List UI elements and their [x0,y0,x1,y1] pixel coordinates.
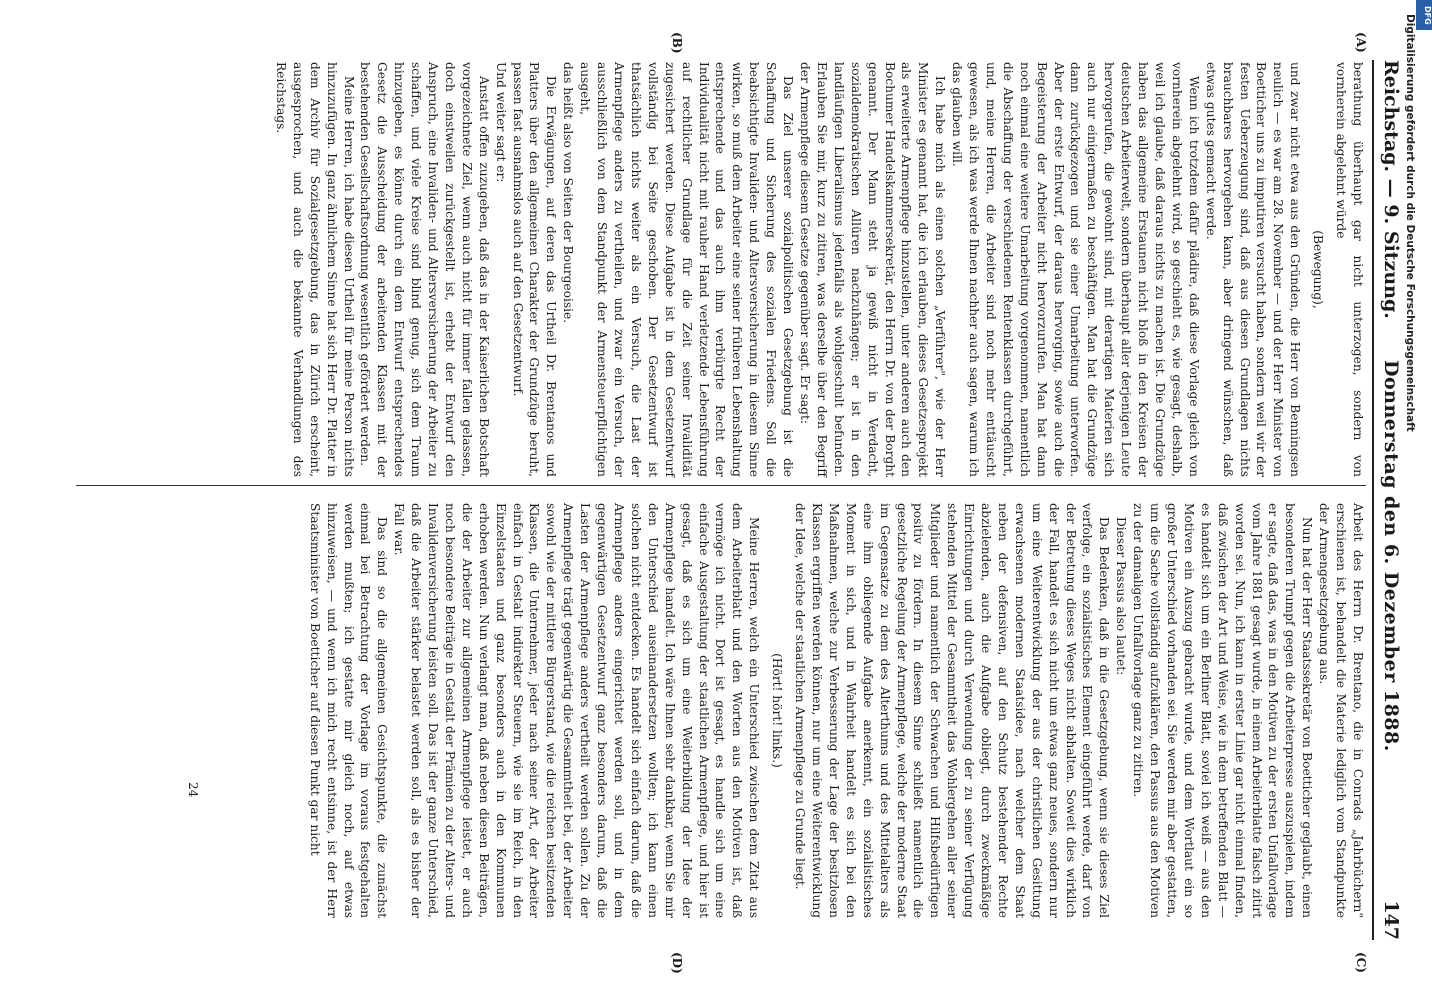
header-page-number: 147 [1380,900,1402,940]
paragraph: Das Ziel unserer sozialpolitischen Gesetzgebung ist die Schaffung und Sicherung des sozialen Friedens. Soll die beabsichtigte Invaliden- und Altersversicherung in diesem Sinne wirken, so muß dem Arbeiter eine seiner früheren Lebenshaltung entsprechende und das auch ihm verbürgte Recht der Individualität nicht mit rauher Hand verletzende Lebensführung auf rechtlicher Grundlage für die Zeit seiner Invalidität zugesichert werden. Diese Aufgabe ist in dem Gesetzentwurf vollständig bei Seite geschoben. Der Gesetzentwurf ist thatsächlich nichts weiter als ein Versuch, die Last der Armenpflege anders zu vertheilen, und zwar ein Versuch, der ausschließlich von dem Standpunkt der Armensteuerpflichtigen ausgeht, [578,62,796,477]
paragraph: Meine Herren, welch ein Unterschied zwischen dem Zitat aus dem Arbeiterblatt und den Worten aus den Motiven ist, daß vermöge ich nicht. Dort ist gesagt, es handle sich um eine einfache Ausgestaltung der staatlichen Armenpflege, und hier ist gesagt, daß es sich um eine Weiterbildung der Idee der Armenpflege handelt. Ich wäre Ihnen sehr dankbar, wenn Sie mir den Unterschied auseinandersetzen wollten; ich kann einen solchen nicht entdecken. Es handelt sich einfach darum, daß die Armenpflege anders eingerichtet werden soll, und in dem gegenwärtigen Gesetzentwurf ganz besonders darum, daß die Lasten der Armenpflege anders vertheilt werden sollen. Zu der Armenpflege trägt gegenwärtig die Gesammtheit bei, der Arbeiter sowohl wie der mittlere Bürgerstand, wie die reichen besitzenden Klassen, die Unternehmer, jeder nach seiner Art, der Arbeiter einfach in Gestalt indirekter Steuern, wie sie im Reich, in den Einzelstaaten und ganz besonders auch in den Kommunen erhoben werden. Nun verlangt man, daß neben diesen Beiträgen, die der Arbeiter zur allgemeinen Armenpflege leistet, er auch noch besondere Beiträge in Gestalt der Prämien zu der Alters- und Invalidenversicherung leisten soll. Das ist der ganze Unterschied, daß die Arbeiter stärker belastet werden soll, als es bisher der Fall war. [392,503,762,918]
header-session: Reichstag. — 9. Sitzung. [1380,60,1402,319]
paragraph: (Bewegung), [1311,230,1326,309]
paragraph: Nun hat der Herr Staatssekretär von Boetticher geglaubt, einen besonderen Trumpf gegen die Arbeiterpresse auszuspielen, indem er sagte, daß das, was in den Motiven zu der ersten Unfallvorlage vom Jahre 1881 gesagt wurde, in einem Arbeiterblatte falsch zitirt worden sei. Nun, ich kann in erster Linie gar nicht einmal finden, daß zwischen der Art und Weise, wie in dem betreffenden Blatt — es handelt sich um ein Berliner Blatt, soviel ich weiß — aus den Motiven ein Auszug gebracht wurde, und dem Wortlaut ein so großer Unterschied vorhanden sei. Sie werden mir aber gestatten, um die Sache vollständig aufzuklären, den Passus aus den Motiven zu der damaligen Unfallvorlage ganz zu zitiren. [1131,503,1315,918]
column-divider [76,485,1366,486]
paragraph: (Hört! hört! links.) [770,653,785,768]
margin-marker-a: (A) [1354,32,1368,53]
paragraph: Und weiter sagt er: [493,62,508,183]
digitization-credit: Digitalisierung gefördert durch die Deutsche Forschungsgemeinschaft [1404,14,1416,432]
paragraph: Das Bedenken, daß in die Gesetzgebung, wenn sie dieses Ziel verfolge, ein sozialistisches Element eingeführt werde, darf von der Betretung dieses Weges nicht abhalten. Soweit dies wirklich der Fall, handelt es sich nicht um etwas ganz neues, sondern nur um eine Weiterentwicklung der aus der christlichen Gesittung erwachsenen modernen Staatsidee, nach welcher dem Staat neben der defensiven, auf den Schutz bestehender Rechte abzielenden, auch die Aufgabe obliegt, durch zweckmäßige Einrichtungen und durch Verwendung der zu seiner Verfügung stehenden Mittel der Gesammtheit das Wohlergehen aller seiner Mitglieder und namentlich der Schwachen und Hilfsbedürftigen positiv zu fördern. In diesem Sinne schließt namentlich die gesetzliche Regelung der Armenpflege, welche der moderne Staat im Gegensatze zu dem des Alterthums und des Mittelalters als eine ihm obliegende Aufgabe anerkennt, ein sozialistisches Moment in sich, und in Wahrheit handelt es sich bei den Maßnahmen, welche zur Verbesserung der Lage der besitzlosen Klassen ergriffen werden können, nur um eine Weiterentwicklung der Idee, welche der staatlichen Armenpflege zu Grunde liegt. [793,503,1112,918]
paragraph: Arbeit des Herrn Dr. Brentano, die in Conrads „Jahrbüchern" erschienen ist, behandelt die Materie lediglich vom Standpunkte der Armengesetzgebung aus. [1317,503,1365,918]
paragraph: Die Erwägungen, auf deren das Urtheil Dr. Brentanos und Platters über den allgemeinen Charakter der Grundzüge beruht, passen fast ausnahmslos auch auf den Gesetzentwurf. [510,62,559,477]
margin-marker-d: (D) [670,952,684,974]
text-column-right [76,503,1366,918]
paragraph: berathung überhaupt gar nicht unterzogen, sondern von vornherein abgelehnt würde [1334,62,1365,477]
paragraph: und zwar nicht etwa aus den Gründen, die Herr von Benningsen neulich — es war am 28. November — und der Herr Minister von Boetticher uns zu imputiren versucht haben, sondern weil wir der festen Ueberzeugung sind, daß aus diesen Grundlagen nichts brauchbares hervorgehen kann, aber dringend wünschen, daß etwas gutes gemacht werde. [1203,62,1303,477]
paragraph: Meine Herren, ich habe diesen Urtheil für meine Person nichts hinzuzufügen. In ganz ähnlichem Sinne hat sich Herr Dr. Platter in dem Archiv für Sozialgesetzgebung, das in Zürich erscheint, ausgesprochen, und auch die bekannte Verhandlungen des Reichstags. [273,62,356,477]
paragraph: Anstatt offen zuzugeben, daß das in der Kaiserlichen Botschaft vorgezeichnete Ziel, wenn auch nicht für immer fallen gelassen, doch einstweilen zurückgestellt ist, erhebt der Entwurf den Anspruch, eine Invaliden- und Altersversicherung der Arbeiter zu schaffen, und viele Kreise sind blind genug, sich dem Traum hinzugeben, es könne durch ein dem Entwurf entsprechendes Gesetz die Ausscheidung der arbeitenden Klassen mit der bestehenden Gesellschaftsordnung wesentlich gefördert werden. [358,62,491,477]
paragraph: das heißt also von Seiten der Bourgeoisie. [561,62,576,324]
paragraph: Dieser Passus also lautet: [1114,517,1129,676]
margin-marker-c: (C) [1354,952,1368,973]
margin-marker-b: (B) [670,32,684,54]
paragraph: Wenn ich trotzdem dafür plädire, daß diese Vorlage gleich von vornherein abgelehnt wird, so geschieht es, wie gesagt, deshalb, weil ich glaube, daß daraus nichts zu machen ist. Die Grundzüge haben das allgemeine Erstaunen nicht bloß in den Kreisen der deutschen Arbeiterwelt, sondern überhaupt aller derjenigen Leute hervorgerufen, die gewohnt sind, mit derartigen Materien sich auch nur einigermaßen zu beschäftigen. Man hat die Grundzüge dann zurückgezogen und sie einer Umarbeitung unterworfen. Aber der erste Entwurf, der daraus hervorging, sowie auch die Begeisterung der Arbeiter nicht hervorzurufen. Man hat dann noch einmal eine weitere Umarbeitung vorgenommen, namentlich die Abschaffung der verschiedenen Rentenklassen durchgeführt, und, meine Herren, die Arbeiter sind noch mehr enttäuscht gewesen, als ich was werde Ihnen nachher auch sagen, warum ich das glauben will. [950,62,1201,477]
dfg-logo-badge: DFG [1416,0,1432,30]
page-footnote-number: 24 [186,782,200,798]
page-header [1372,60,1404,940]
paragraph: Das sind so die allgemeinen Gesichtspunkte, die zunächst einmal bei Betrachtung der Vorlage im voraus festgehalten werden mußten; ich gestatte mir gleich noch, auf etwas hinzuweisen, — und wenn ich mich recht entsinne, ist der Herr Staatsminister von Boetticher auf diesen Punkt gar nicht [307,503,390,918]
header-date: Donnerstag den 6. Dezember 1888. [1380,360,1402,752]
text-column-left [76,62,1366,477]
paragraph: Ich habe mich als einen solchen „Verführer", wie der Herr Minister es genannt hat, die ich erlauben, dieses Gesetzesprojekt als erweiterte Armenpflege hinzustellen, unter anderen auch den Bochumer Handelskammersekretär, den Herrn Dr. von der Borght genannt. Der Mann steht ja gewiß nicht in Verdacht, sozialdemokratischen Allüren nachzuhängen; er ist in den landläufigen Liberalismus jedenfalls als wohlgeschult befunden. Erlauben Sie mir, kurz zu zitiren, was derselbe über den Begriff der Armenpflege diesem Gesetze gegenüber sagt. Er sagt: [798,62,948,477]
